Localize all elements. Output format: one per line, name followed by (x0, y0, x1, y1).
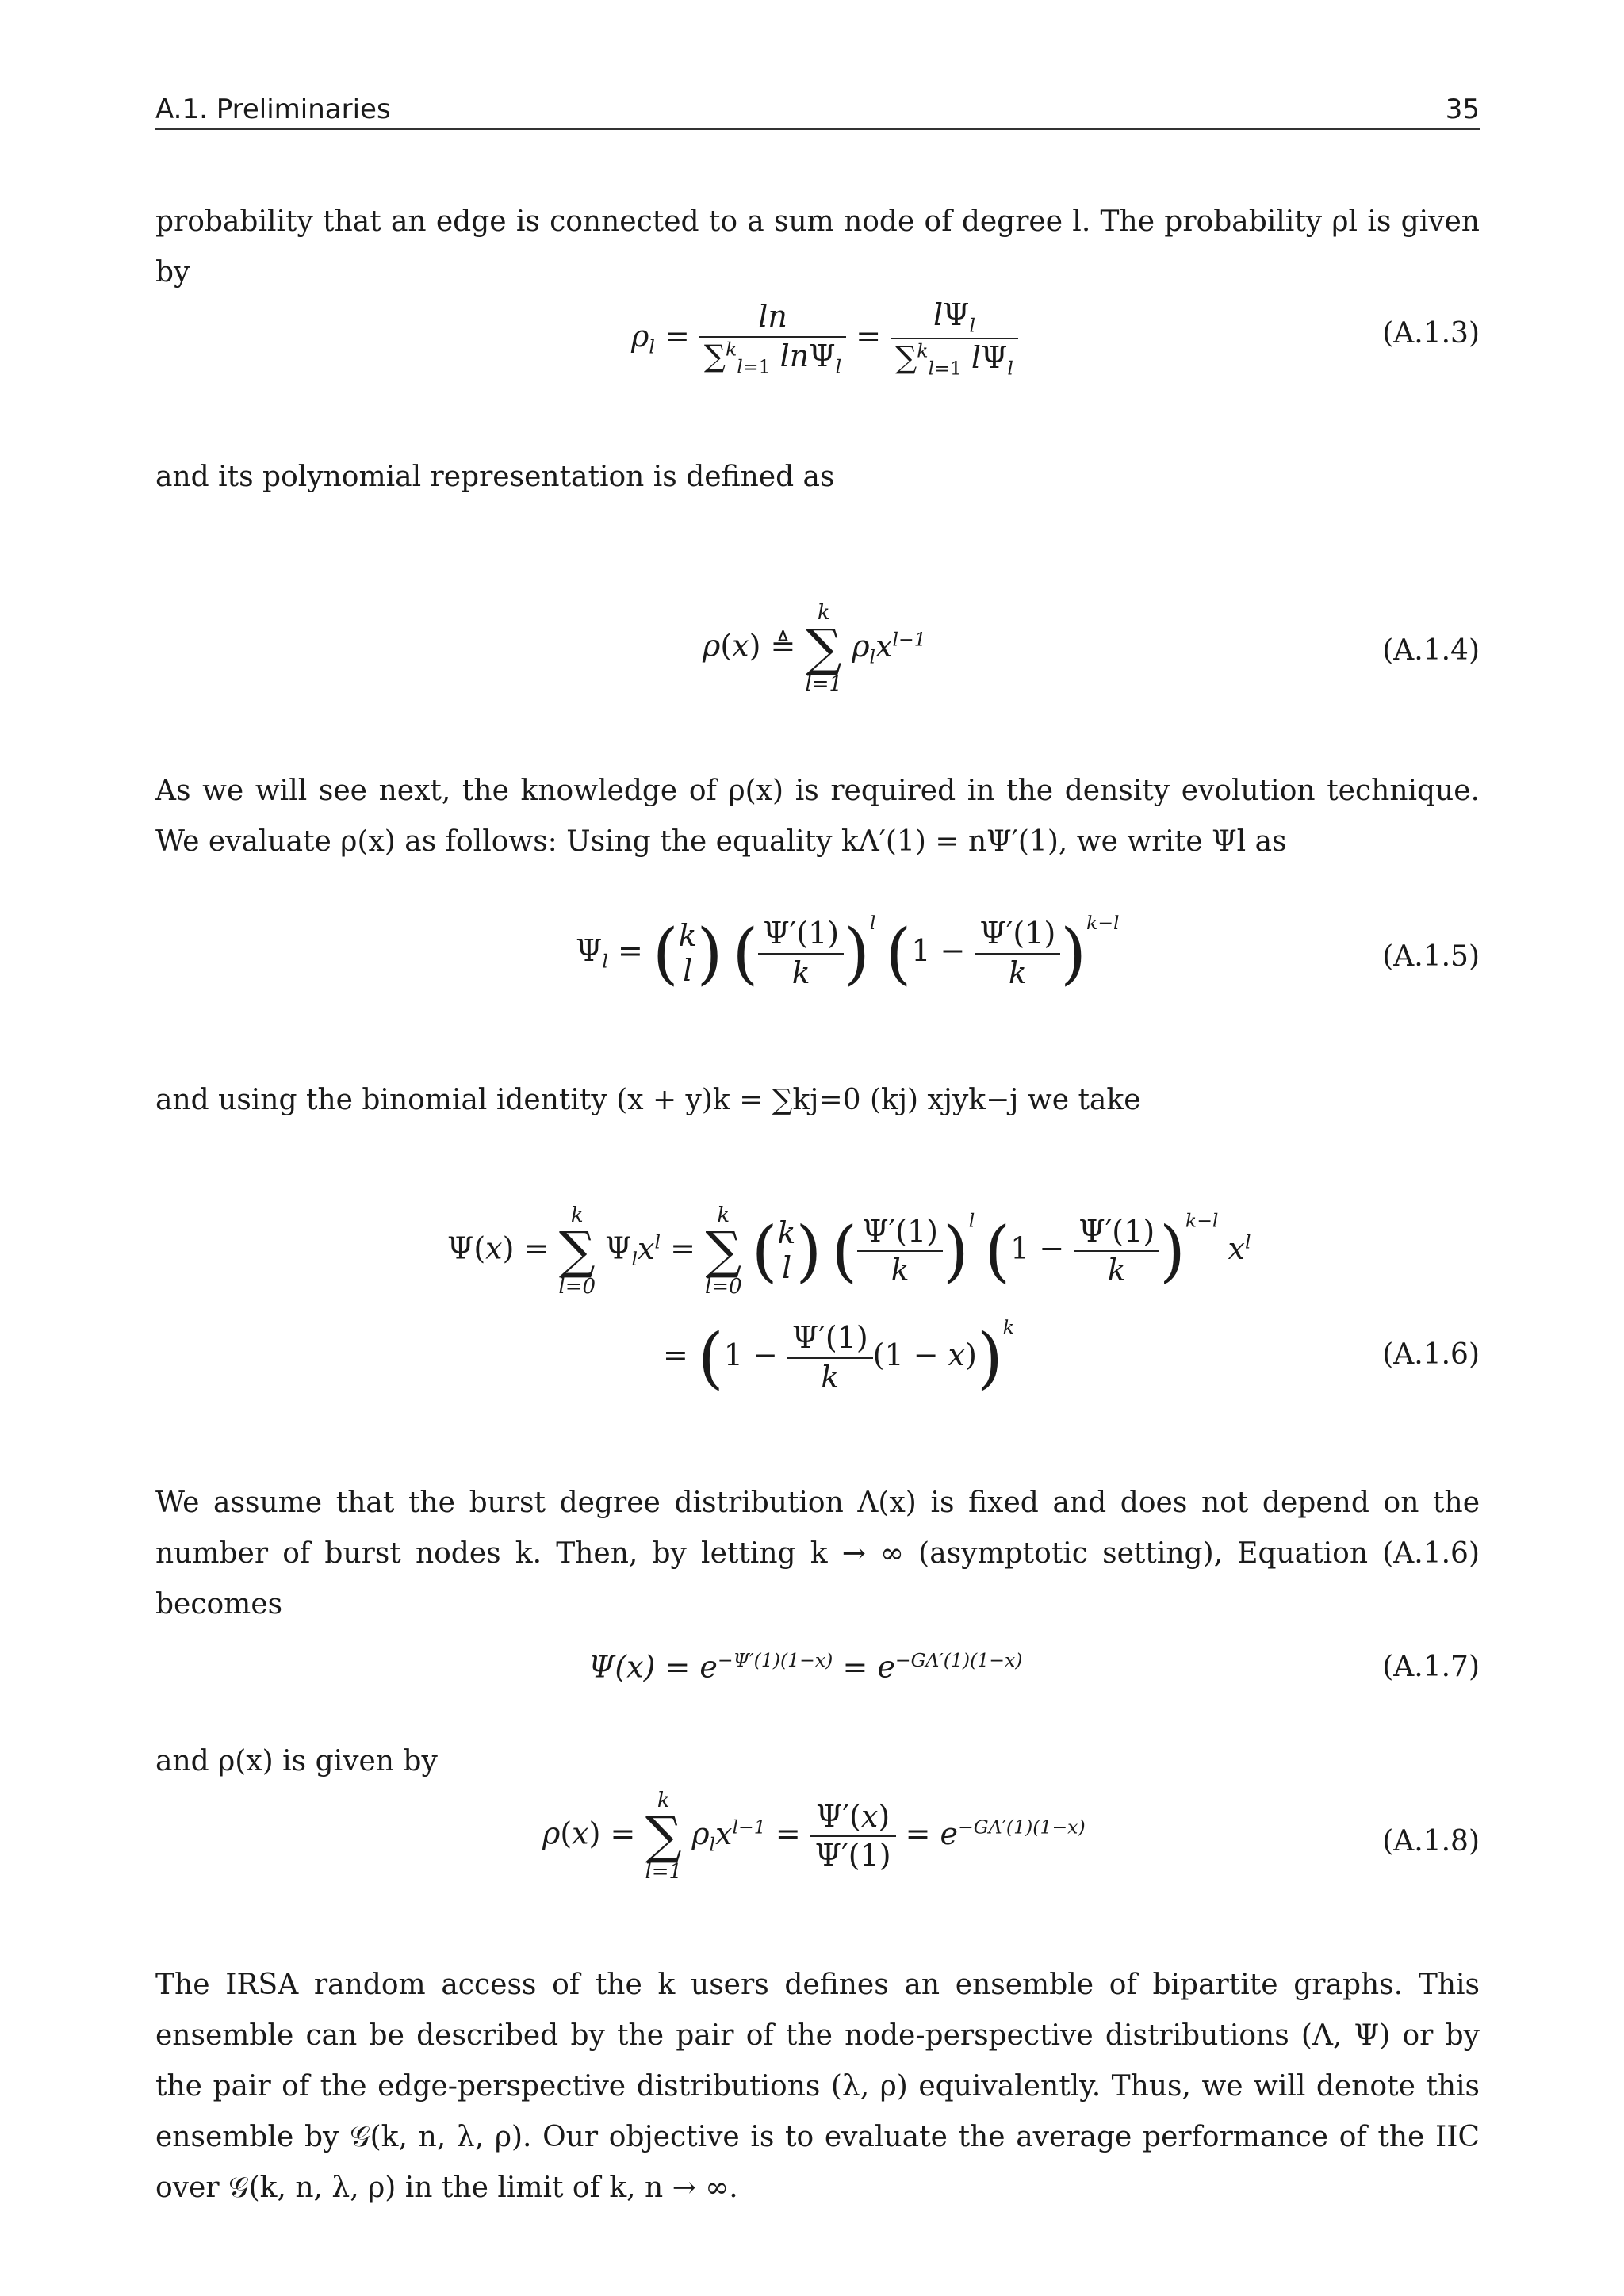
section-title: A.1. Preliminaries (155, 94, 391, 125)
equation-label: (A.1.8) (1382, 1825, 1480, 1858)
equation-a-1-3: $\rho_l$ = $\frac{\ln}{\sum^k_{l=1} \ln\Psi_l}$ = $\frac{l\Psi_l}{\sum^k_{l=1} l\Psi_l}$ (A.1.3) (631, 297, 1480, 380)
eq7-exponent-2: −GΛ′(1)(1−x) (894, 1649, 1023, 1671)
equation-label: (A.1.5) (1382, 940, 1480, 973)
equation-label: (A.1.7) (1382, 1651, 1480, 1683)
equation-a-1-7 (155, 1646, 1480, 1709)
eq7-exponent-1: −Ψ′(1)(1−x) (717, 1649, 833, 1671)
equation-a-1-4: ρ(x) ≜ k ∑ l=1 $\rho_lx^{l-1}$ (A.1.4) (703, 601, 1480, 696)
equation-label: (A.1.6) (1382, 1338, 1480, 1371)
running-header (155, 89, 1480, 130)
paragraph-6: and ρ(x) is given by (155, 1745, 438, 1777)
paragraph-7: The IRSA random access of the k users defines an ensemble of bipartite graphs. This ensemble can be described by the pair of the node-perspective distributions (Λ, Ψ) or by the pair of the edge-perspective distributions (λ, ρ) equivalently. Thus, we will denote this ensemble by 𝒢(k, n, λ, ρ). Our objective is to evaluate the average performance of the IIC over 𝒢(k, n, λ, ρ) in the limit of k, n → ∞. (155, 1969, 1480, 2204)
equation-a-1-8: ρ(x) = k ∑ l=1 $\rho_lx^{l-1}$ = $\frac{\Psi'(x)}{\Psi'(1)}$ = $e^{-G\Lambda'(1)(1-x)}$ (A.1.8) (542, 1789, 1480, 1884)
paragraph-1: probability that an edge is connected to a sum node of degree l. The probability ρl is given by (155, 205, 1480, 289)
paragraph-3: As we will see next, the knowledge of ρ(x) is required in the density evolution technique. We evaluate ρ(x) as follows: Using the equality kΛ′(1) = nΨ′(1), we write Ψl as (155, 775, 1480, 858)
page-number: 35 (1445, 94, 1480, 125)
equation-label: (A.1.3) (1382, 317, 1480, 350)
equation-label: (A.1.4) (1382, 634, 1480, 667)
paragraph-5: We assume that the burst degree distribution Λ(x) is fixed and does not depend on the number of burst nodes k. Then, by letting k → ∞ (asymptotic setting), Equation (A.1.6) becomes (155, 1487, 1480, 1621)
eq7-middle: = e (833, 1649, 895, 1685)
paragraph-2: and its polynomial representation is defined as (155, 461, 835, 493)
equation-a-1-5: $\Psi_l = (k$ l) ( $\frac{\Psi'(1)}{k}$ )$^l$ (1 − $\frac{\Psi'(1)}{k}$ )$^{k-l}$ (A.1.5) (576, 912, 1480, 993)
paragraph-4: and using the binomial identity (x + y)k = ∑kj=0 (kj) xjyk−j we take (155, 1084, 1141, 1116)
equation-a-1-6: Ψ(x) = k ∑ l=0 $\Psi_lx^l$ = k ∑ l=0 (k l) ( $\frac{\Psi'(1)}{k}$ )$^l$ (1 − $\frac{\Psi'(1)}{k}$ )$^{k-l}$ $x^l$ = (1 − $\frac{\Psi'(1)}{k}$ (1 − x))$^k$ (A.1.6) (447, 1203, 1480, 1397)
eq7-lhs: Ψ(x) = e (588, 1649, 718, 1685)
